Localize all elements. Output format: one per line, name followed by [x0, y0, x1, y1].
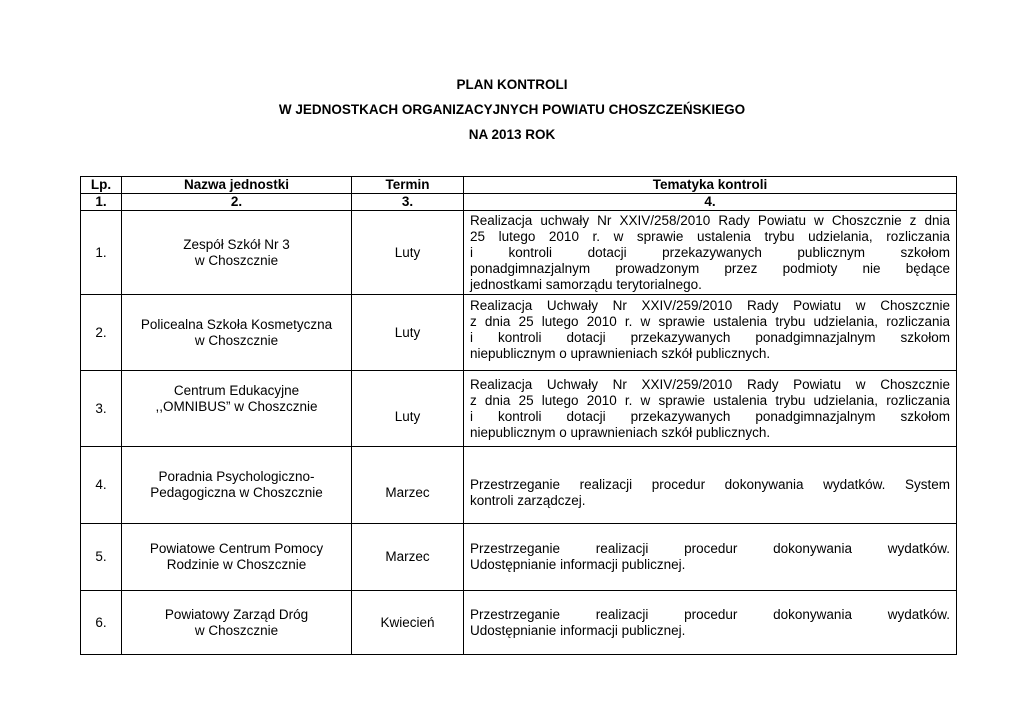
unit-name-line: Policealna Szkoła Kosmetyczna	[140, 316, 333, 332]
table-row	[81, 211, 957, 295]
unit-name-line: ,,OMNIBUS” w Choszcznie	[155, 399, 318, 414]
unit-name-line: Poradnia Psychologiczno-	[158, 469, 315, 484]
row-term: Luty	[352, 211, 464, 295]
row-topic	[464, 447, 957, 524]
table-row	[81, 524, 957, 591]
topic-line: i kontroli dotacji przekazywanych ponadgimnazjalnym szkołom	[470, 330, 950, 345]
row-lp: 1.	[81, 211, 122, 295]
unit-name-line: w Choszcznie	[194, 332, 279, 348]
topic-line: niepublicznym o uprawnieniach szkół publicznych.	[470, 424, 771, 440]
document-year: NA 2013 ROK	[468, 127, 556, 142]
document-subtitle: W JEDNOSTKACH ORGANIZACYJNYCH POWIATU CHOSZCZEŃSKIEGO	[278, 102, 746, 117]
topic-line: i kontroli dotacji przekazywanych publicznym szkołom	[470, 244, 950, 260]
table-numbering-row	[81, 194, 957, 211]
topic-line: kontroli zarządczej.	[470, 493, 586, 508]
unit-name-line: Powiatowe Centrum Pomocy	[149, 541, 324, 556]
topic-line: Realizacja Uchwały Nr XXIV/259/2010 Rady Powiatu w Choszcznie	[470, 298, 950, 313]
topic-line: Przestrzeganie realizacji procedur dokonywania wydatków. System	[470, 477, 950, 492]
row-term: Marzec	[352, 524, 464, 591]
table-row	[81, 371, 957, 447]
row-lp: 5.	[81, 524, 122, 591]
row-term: Kwiecień	[352, 591, 464, 655]
row-lp: 6.	[81, 591, 122, 655]
topic-line: z dnia 25 lutego 2010 r. w sprawie ustalenia trybu udzielania, rozliczania	[470, 392, 950, 408]
row-topic	[464, 371, 957, 447]
header-lp: Lp.	[81, 177, 122, 194]
unit-name-line: w Choszcznie	[194, 622, 279, 638]
row-unit-name	[122, 524, 352, 591]
row-topic	[464, 591, 957, 655]
table-row	[81, 591, 957, 655]
table-header-row	[81, 177, 957, 194]
row-term: Luty	[352, 371, 464, 447]
numbering-4: 4.	[464, 194, 957, 211]
topic-line: ponadgimnazjalnym prowadzonym przez podmioty nie będące	[470, 260, 950, 276]
topic-line: 25 lutego 2010 r. w sprawie ustalenia trybu udzielania, rozliczania	[470, 228, 950, 244]
topic-line: Przestrzeganie realizacji procedur dokonywania wydatków.	[470, 541, 950, 556]
unit-name-line: w Choszcznie	[194, 252, 279, 268]
row-lp: 3.	[81, 371, 122, 447]
unit-name-line: Centrum Edukacyjne	[173, 383, 300, 398]
row-lp: 4.	[81, 447, 122, 524]
row-unit-name	[122, 591, 352, 655]
numbering-2: 2.	[122, 194, 352, 211]
row-lp: 2.	[81, 295, 122, 371]
row-topic	[464, 524, 957, 591]
table-row	[81, 295, 957, 371]
row-unit-name	[122, 295, 352, 371]
unit-name-line: Rodzinie w Choszcznie	[166, 557, 307, 572]
row-term: Luty	[352, 295, 464, 371]
row-unit-name	[122, 211, 352, 295]
row-unit-name	[122, 371, 352, 447]
numbering-3: 3.	[352, 194, 464, 211]
topic-line: Przestrzeganie realizacji procedur dokonywania wydatków.	[470, 606, 950, 622]
row-topic	[464, 295, 957, 371]
topic-line: Udostępnianie informacji publicznej.	[470, 622, 686, 638]
document-title: PLAN KONTROLI	[456, 77, 568, 92]
topic-line: jednostkami samorządu terytorialnego.	[470, 276, 702, 292]
topic-line: Realizacja uchwały Nr XXIV/258/2010 Rady Powiatu w Choszcznie z dnia	[470, 212, 950, 228]
topic-line: Realizacja Uchwały Nr XXIV/259/2010 Rady Powiatu w Choszcznie	[470, 376, 950, 392]
row-unit-name	[122, 447, 352, 524]
row-topic	[464, 211, 957, 295]
control-plan-table	[80, 176, 957, 655]
table-row	[81, 447, 957, 524]
header-term: Termin	[352, 177, 464, 194]
topic-line: z dnia 25 lutego 2010 r. w sprawie ustalenia trybu udzielania, rozliczania	[470, 314, 950, 329]
unit-name-line: Powiatowy Zarząd Dróg	[164, 606, 309, 622]
unit-name-line: Pedagogiczna w Choszcznie	[150, 485, 323, 500]
header-unit-name: Nazwa jednostki	[122, 177, 352, 194]
header-topic: Tematyka kontroli	[464, 177, 957, 194]
unit-name-line: Zespół Szkół Nr 3	[183, 236, 290, 252]
topic-line: niepublicznym o uprawnieniach szkół publicznych.	[470, 346, 771, 361]
row-term: Marzec	[352, 447, 464, 524]
numbering-1: 1.	[81, 194, 122, 211]
topic-line: i kontroli dotacji przekazywanych ponadgimnazjalnym szkołom	[470, 408, 950, 424]
topic-line: Udostępnianie informacji publicznej.	[470, 557, 686, 572]
